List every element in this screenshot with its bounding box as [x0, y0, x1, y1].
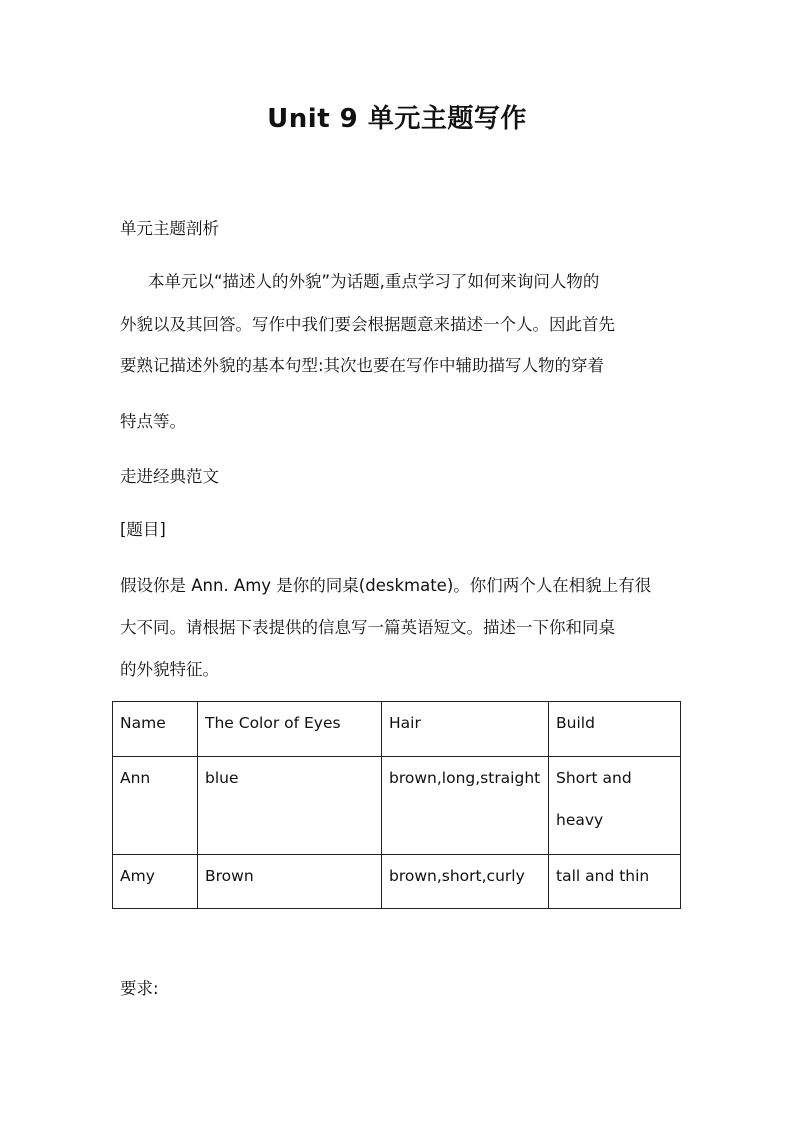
cell-eyes: Brown [198, 855, 382, 909]
info-table [112, 701, 681, 909]
header-hair: Hair [382, 702, 549, 757]
analysis-line-3: 要熟记描述外貌的基本句型:其次也要在写作中辅助描写人物的穿着 [120, 356, 605, 375]
cell-hair: brown,short,curly [382, 855, 549, 909]
requirements-label: 要求: [120, 979, 159, 998]
analysis-line-2: 外貌以及其回答。写作中我们要会根据题意来描述一个人。因此首先 [120, 315, 615, 334]
analysis-heading: 单元主题剖析 [120, 219, 219, 238]
build-line-1 [556, 757, 674, 799]
cell-build: tall and thin [549, 855, 681, 909]
build-line-2: heavy [556, 811, 604, 829]
example-heading: 走进经典范文 [120, 467, 219, 486]
cell-name: Amy [113, 855, 198, 909]
build-word-1: Short [556, 769, 598, 787]
cell-eyes: blue [198, 757, 382, 855]
header-eyes: The Color of Eyes [198, 702, 382, 757]
header-name: Name [113, 702, 198, 757]
prompt-line-2: 大不同。请根据下表提供的信息写一篇英语短文。描述一下你和同桌 [120, 618, 615, 637]
prompt-line-3: 的外貌特征。 [120, 660, 219, 679]
analysis-line-1: 本单元以“描述人的外貌”为话题,重点学习了如何来询问人物的 [148, 272, 600, 291]
cell-name: Ann [113, 757, 198, 855]
analysis-line-4: 特点等。 [120, 412, 186, 431]
table-header-row [113, 702, 681, 757]
table-row [113, 855, 681, 909]
cell-hair: brown,long,straight [382, 757, 549, 855]
page-title: Unit 9 单元主题写作 [267, 104, 527, 134]
build-word-2: and [602, 769, 632, 787]
cell-build [549, 757, 681, 855]
prompt-line-1: 假设你是 Ann. Amy 是你的同桌(deskmate)。你们两个人在相貌上有很 [120, 576, 652, 595]
table-row [113, 757, 681, 855]
header-build: Build [549, 702, 681, 757]
topic-label: [题目] [120, 520, 166, 539]
